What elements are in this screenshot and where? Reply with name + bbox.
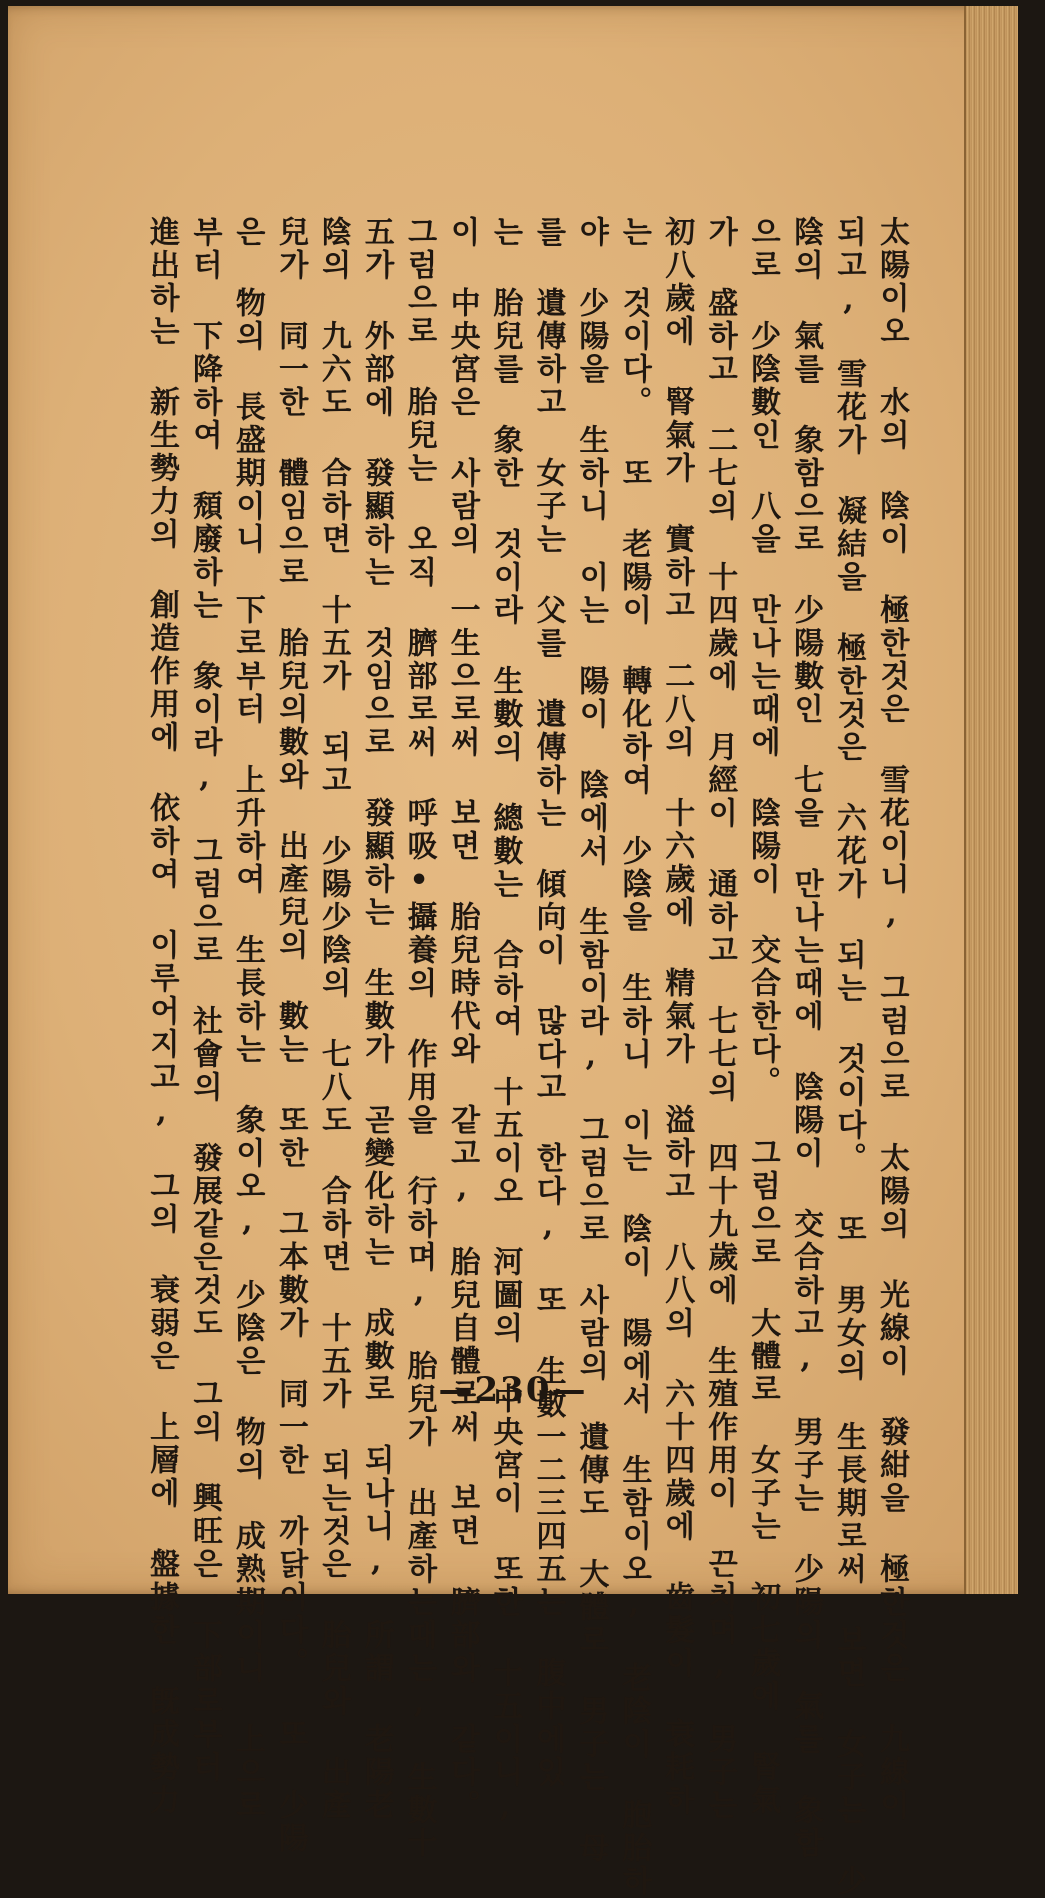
text-column-2: 되고, 雪花가 凝結을 極한것은 六花가 되는 것이다。 또 男女의 生長期로써 보면 女子는 少 [831,216,866,1898]
text-column-5: 가 盛하고 二七의 十四歲에 月經이 通하고 七七의 四十九歲에 生殖作用이 끈치며, 男子는 [702,216,738,1822]
text-column-14: 陰의 九六도 合하면 十五가 되고 少陽少陰의 七八도 合하면 十五가 되는것은 胎兒와 出產 [315,216,351,1822]
text-column-18: 進出하는 新生勢力의 創造作用에 依하여 이루어지고, 그의 衰弱은 上層에 盤據한 旣成勢力 [144,216,179,1817]
text-column-16: 은 物의 長盛期이니 下로부터 上升하여 生長하는 象이오, 少陰은 物의 成熟期이니 上으로 [229,216,265,1822]
text-column-6: 初八歲에 腎氣가 實하고 二八의 十六歲에 精氣가 溢하고 八八의 六十四歲에 齒髮이 衰耗하 [659,216,695,1817]
page-number: —230— [438,1370,588,1410]
text-column-8: 야 少陽을 生하니 이는 陽이 陰에서 生함이라, 그럼으로 사람의 遺傳도 大體로 男子는 母 [573,216,609,1865]
text-column-13: 五가 外部에 發顯하는 것임으로 發顯하는 生數가 곧變化하는 成數로 되나니, 所謂 老陽老 [358,216,394,1822]
page-edges [964,6,1018,1594]
text-column-3: 陰의 氣를 象함으로 少陽數인 七을 만나는때에 陰陽이 交合하고, 男子는 少陽의 氣를 象함 [788,216,824,1860]
text-column-15: 兒가 同一한 體임으로 胎兒의數와 出產兒의 數는 또한 그本數가 同一한 까닭이다。 또 少陽 [272,216,308,1855]
book-page [8,6,1018,1898]
text-column-4: 으로 少陰數인 八을 만나는때에 陰陽이 交合한다。 그럼으로 大體로 女子는 初七歲에 腎氣 [745,216,781,1817]
text-column-10: 는 胎兒를 象한 것이라 生數의 總數는 合하여 十五이오 河圖의 中央宮이 또한 十五이니, [487,216,523,1827]
text-column-1: 太陽이오 水의 陰이 極한것은 雪花이니, 그럼으로 太陽의 光線이 發紺을 極한것은 九線이 [873,216,909,1822]
text-column-9: 를 遺傳하고 女子는 父를 遺傳하는 傾向이 많다고 한다, 또 生數一二三四五는 腹中에있 [530,216,566,1789]
text-column-11: 이 中央宮은 사람의 一生으로써 보면 胎兒時代와 같고, 胎兒自體로써 보면 臍部와 같다。 [444,216,480,1822]
text-column-12: 그럼으로 胎兒는 오직 臍部로써 呼吸•攝養의 作用을 行하며, 胎兒가 出產하는때는, 生數十 [401,216,437,1860]
text-column-7: 는 것이다。 또 老陽이 轉化하여 少陰을 生하니 이는 陰이 陽에서 生함이오, 老陰이 胞胎하 [616,216,652,1898]
text-column-17: 부터 下降하여 頹廢하는 象이라, 그럼으로 社會의 發展같은것도 그의 興旺은 下部로부터 [186,216,222,1784]
